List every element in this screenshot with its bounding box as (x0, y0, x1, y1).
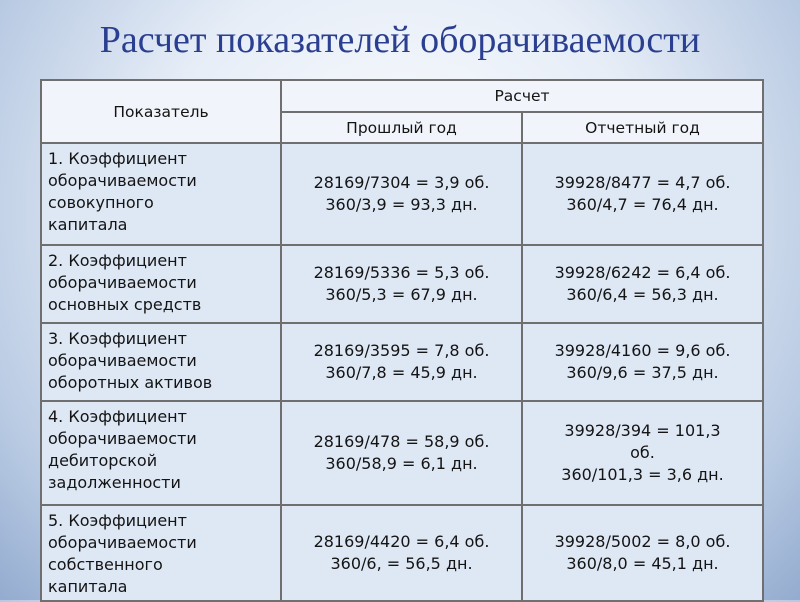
calc-line: 360/101,3 = 3,6 дн. (561, 465, 724, 484)
prev-year-calc-cell (281, 401, 522, 505)
prev-year-calc-cell (281, 245, 522, 323)
current-year-calc-cell (522, 245, 763, 323)
calc-line: 28169/4420 = 6,4 об. (313, 532, 490, 551)
indicator-line: оборачиваемости (48, 171, 197, 190)
indicator-line: 3. Коэффициент (48, 329, 187, 348)
indicator-line: оборотных активов (48, 373, 213, 392)
indicator-line: 2. Коэффициент (48, 251, 187, 270)
indicator-line: капитала (48, 215, 128, 234)
calc-line: 28169/478 = 58,9 об. (313, 432, 490, 451)
indicator-line: основных средств (48, 295, 202, 314)
calc-line: 28169/7304 = 3,9 об. (313, 173, 490, 192)
indicator-line: 5. Коэффициент (48, 511, 187, 530)
calc-line: 360/3,9 = 93,3 дн. (325, 195, 478, 214)
calc-line: 360/9,6 = 37,5 дн. (566, 363, 719, 382)
indicator-line: 4. Коэффициент (48, 407, 187, 426)
current-year-calc-cell (522, 323, 763, 401)
prev-year-calc-cell (281, 505, 522, 601)
indicator-line: капитала (48, 577, 128, 596)
table-row (41, 401, 763, 505)
indicator-line: собственного (48, 555, 163, 574)
calc-line: об. (630, 443, 655, 462)
calc-line: 39928/394 = 101,3 (564, 421, 721, 440)
table-row (41, 323, 763, 401)
calc-line: 360/8,0 = 45,1 дн. (566, 554, 719, 573)
indicator-line: дебиторской (48, 451, 158, 470)
calc-line: 360/58,9 = 6,1 дн. (325, 454, 478, 473)
table-row (41, 245, 763, 323)
table-row (41, 505, 763, 601)
prev-year-calc-cell (281, 143, 522, 245)
col-header-prev-year: Прошлый год (281, 112, 522, 143)
col-header-indicator: Показатель (41, 80, 281, 143)
indicator-cell (41, 505, 281, 601)
indicator-line: 1. Коэффициент (48, 149, 187, 168)
col-header-current-year: Отчетный год (522, 112, 763, 143)
slide-title: Расчет показателей оборачиваемости (99, 19, 701, 61)
calc-line: 360/7,8 = 45,9 дн. (325, 363, 478, 382)
indicator-cell (41, 245, 281, 323)
calc-line: 28169/3595 = 7,8 об. (313, 341, 490, 360)
indicator-line: оборачиваемости (48, 533, 197, 552)
indicator-line: оборачиваемости (48, 429, 197, 448)
indicator-cell (41, 143, 281, 245)
calc-line: 39928/6242 = 6,4 об. (554, 263, 731, 282)
calc-line: 39928/4160 = 9,6 об. (554, 341, 731, 360)
indicator-line: оборачиваемости (48, 351, 197, 370)
indicator-line: совокупного (48, 193, 154, 212)
calc-line: 360/5,3 = 67,9 дн. (325, 285, 478, 304)
calc-line: 360/4,7 = 76,4 дн. (566, 195, 719, 214)
calc-line: 39928/5002 = 8,0 об. (554, 532, 731, 551)
calc-line: 28169/5336 = 5,3 об. (313, 263, 490, 282)
prev-year-calc-cell (281, 323, 522, 401)
calc-line: 360/6,4 = 56,3 дн. (566, 285, 719, 304)
calc-line: 39928/8477 = 4,7 об. (554, 173, 731, 192)
calc-line: 360/6, = 56,5 дн. (330, 554, 473, 573)
header-row (41, 80, 763, 112)
current-year-calc-cell (522, 401, 763, 505)
turnover-table (40, 79, 764, 602)
indicator-cell (41, 401, 281, 505)
indicator-line: оборачиваемости (48, 273, 197, 292)
current-year-calc-cell (522, 505, 763, 601)
indicator-line: задолженности (48, 473, 181, 492)
indicator-cell (41, 323, 281, 401)
current-year-calc-cell (522, 143, 763, 245)
table-row (41, 143, 763, 245)
col-header-calc: Расчет (281, 80, 763, 112)
